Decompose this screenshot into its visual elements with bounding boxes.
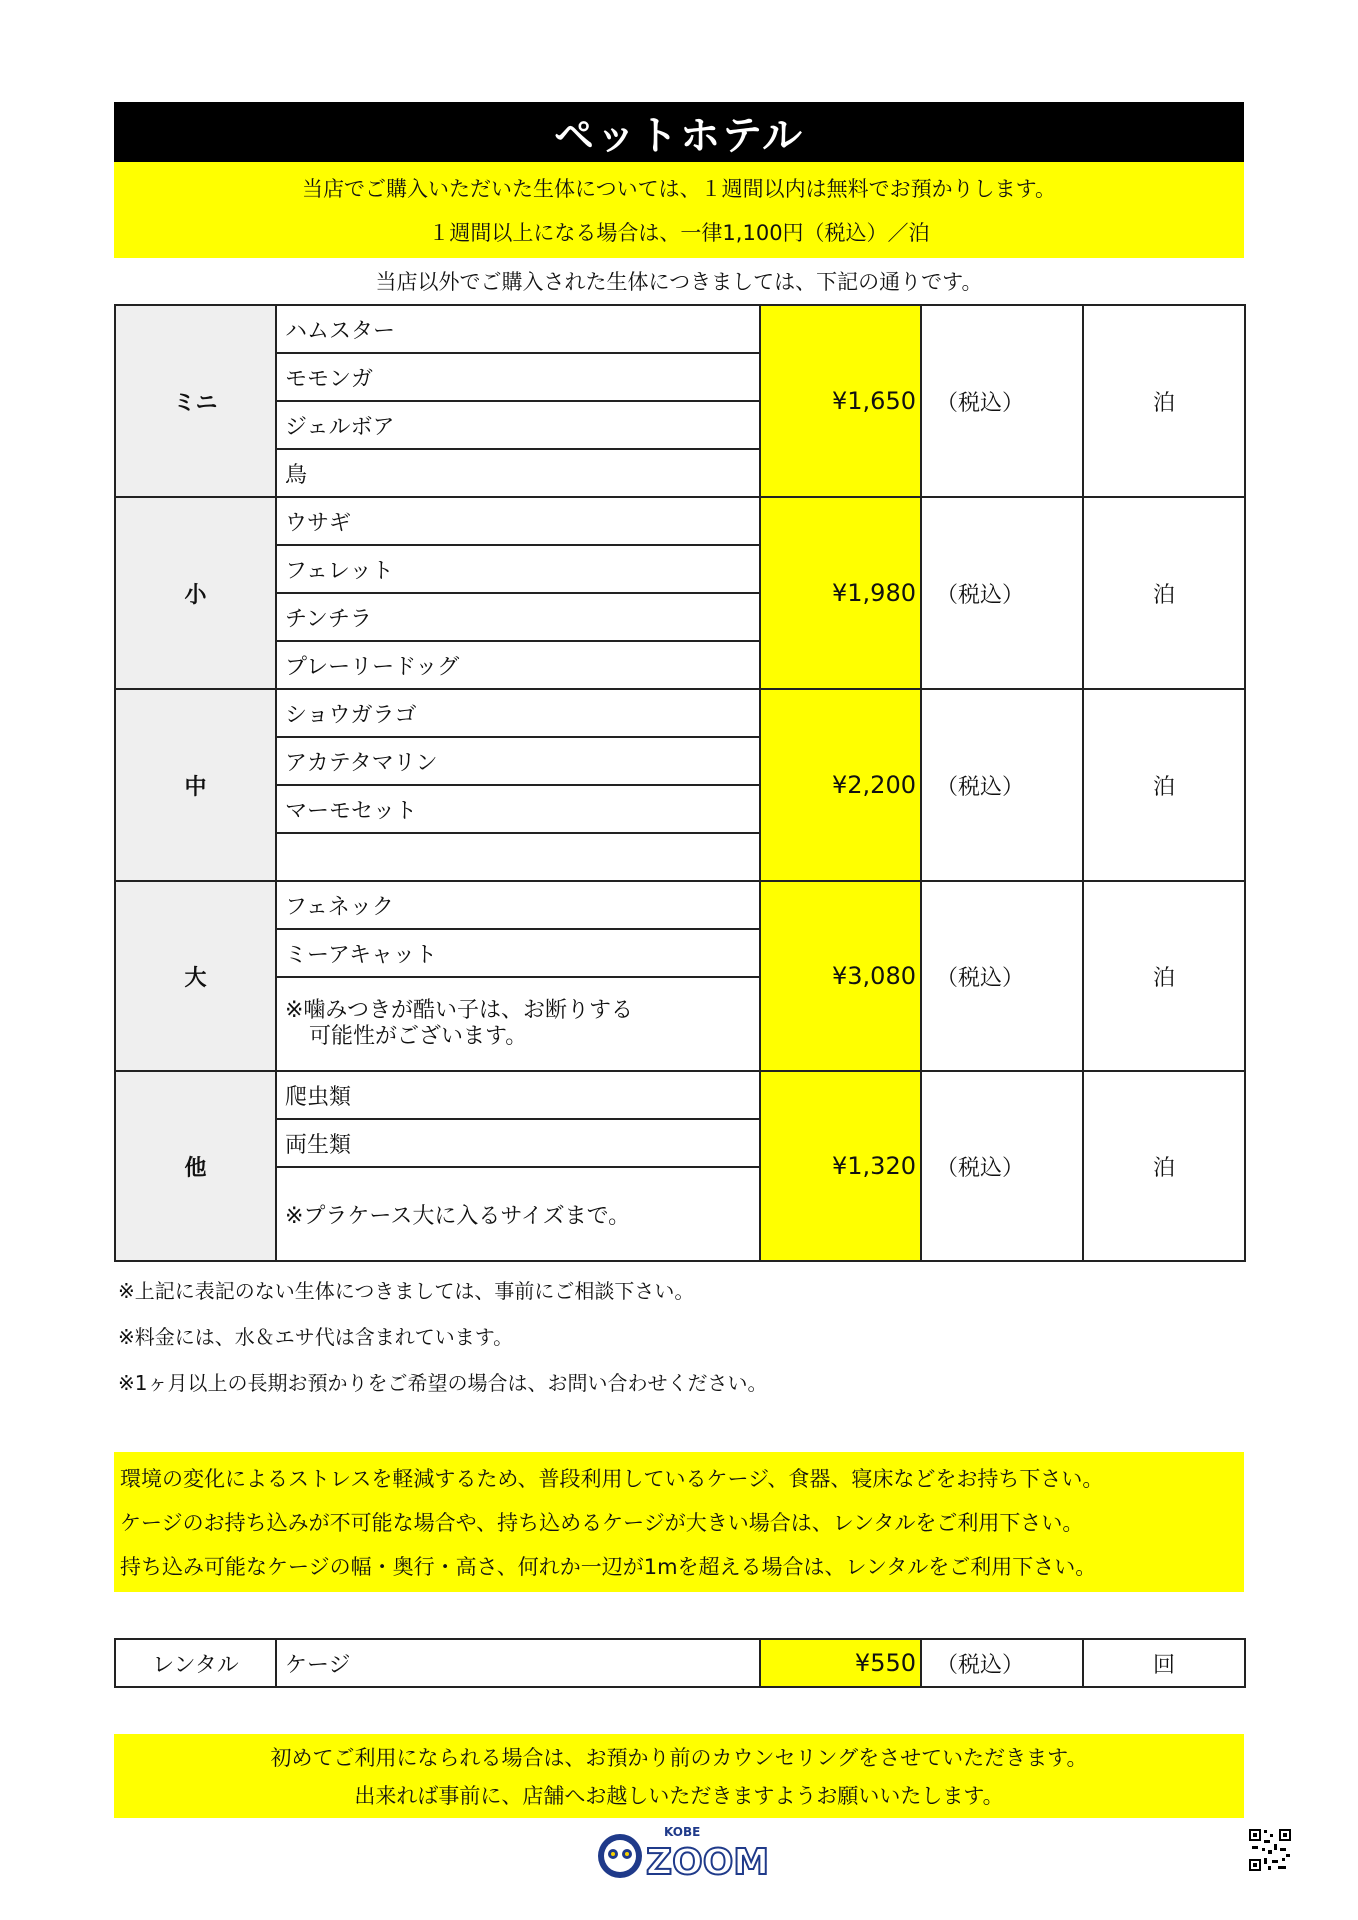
cage-advice: [114, 1452, 1244, 1592]
footnote: ※上記に表記のない生体につきましては、事前にご相談下さい。: [118, 1279, 695, 1303]
counsel-line-2: 出来れば事前に、店舗へお越しいただきますようお願いいたします。: [354, 1784, 1004, 1808]
rental-table: [114, 1638, 1246, 1688]
animal-name: アカテタマリン: [276, 737, 760, 785]
footnote: ※1ヶ月以上の長期お預かりをご希望の場合は、お問い合わせください。: [118, 1371, 768, 1395]
advice-line: 環境の変化によるストレスを軽減するため、普段利用しているケージ、食器、寝床などをお持ち下さい。: [120, 1467, 1104, 1491]
footnotes: [114, 1268, 1244, 1406]
category-cell: 他: [115, 1071, 276, 1261]
unit-cell: 泊: [1083, 305, 1245, 497]
tax-cell: （税込）: [921, 689, 1083, 881]
other-store-subline: 当店以外でご購入された生体につきましては、下記の通りです。: [375, 270, 983, 294]
counsel-line-1: 初めてご利用になられる場合は、お預かり前のカウンセリングをさせていただきます。: [270, 1746, 1088, 1770]
rental-tax: （税込）: [921, 1639, 1083, 1687]
notice-line-2: １週間以上になる場合は、一律1,100円（税込）／泊: [428, 221, 930, 245]
price-cell: ¥1,650: [760, 305, 921, 497]
counseling-notice: [114, 1734, 1244, 1818]
animal-name: 両生類: [276, 1119, 760, 1167]
unit-cell: 泊: [1083, 497, 1245, 689]
note-cell: ※プラケース大に入るサイズまで。: [276, 1167, 760, 1261]
tax-cell: （税込）: [921, 305, 1083, 497]
category-cell: ミニ: [115, 305, 276, 497]
note-line-2: 可能性がございます。: [309, 1024, 528, 1049]
rental-unit: 回: [1083, 1639, 1245, 1687]
unit-cell: 泊: [1083, 689, 1245, 881]
animal-name: ウサギ: [276, 497, 760, 545]
animal-name: 爬虫類: [276, 1071, 760, 1119]
price-cell: ¥3,080: [760, 881, 921, 1071]
notice-line-1: 当店でご購入いただいた生体については、１週間以内は無料でお預かりします。: [302, 177, 1056, 201]
advice-line: 持ち込み可能なケージの幅・奥行・高さ、何れか一辺が1mを超える場合は、レンタルをご利用下さい。: [120, 1555, 1097, 1579]
animal-name: マーモセット: [276, 785, 760, 833]
table-row: [115, 305, 1245, 353]
animal-name: ミーアキャット: [276, 929, 760, 977]
category-cell: 大: [115, 881, 276, 1071]
unit-cell: 泊: [1083, 881, 1245, 1071]
logo-top-text: KOBE: [664, 1825, 701, 1839]
price-sheet: [114, 102, 1244, 1818]
unit-cell: 泊: [1083, 1071, 1245, 1261]
footnote: ※料金には、水＆エサ代は含まれています。: [118, 1325, 514, 1349]
note-line-1: ※噛みつきが酷い子は、お断りする: [285, 998, 633, 1023]
advice-line: ケージのお持ち込みが不可能な場合や、持ち込めるケージが大きい場合は、レンタルをご利用下さい。: [120, 1511, 1084, 1535]
rental-item: ケージ: [276, 1639, 760, 1687]
qr-code: [1248, 1828, 1292, 1872]
table-row: [115, 1639, 1245, 1687]
free-stay-notice: [114, 162, 1244, 258]
animal-name: ショウガラゴ: [276, 689, 760, 737]
logo-main-text: ZOOM: [646, 1842, 770, 1882]
kobe-zoom-logo: [594, 1822, 774, 1882]
category-cell: 中: [115, 689, 276, 881]
animal-name: フェレット: [276, 545, 760, 593]
table-row: [115, 881, 1245, 929]
rental-price: ¥550: [760, 1639, 921, 1687]
price-cell: ¥2,200: [760, 689, 921, 881]
rental-category: レンタル: [115, 1639, 276, 1687]
animal-name: [276, 833, 760, 881]
category-cell: 小: [115, 497, 276, 689]
price-cell: ¥1,320: [760, 1071, 921, 1261]
tax-cell: （税込）: [921, 881, 1083, 1071]
table-row: [115, 497, 1245, 545]
price-cell: ¥1,980: [760, 497, 921, 689]
animal-name: 鳥: [276, 449, 760, 497]
tax-cell: （税込）: [921, 1071, 1083, 1261]
table-row: [115, 1071, 1245, 1119]
animal-name: モモンガ: [276, 353, 760, 401]
animal-name: フェネック: [276, 881, 760, 929]
animal-name: ジェルボア: [276, 401, 760, 449]
animal-name: チンチラ: [276, 593, 760, 641]
pricing-table: [114, 304, 1246, 1262]
page-title: ペットホテル: [114, 102, 1244, 162]
table-row: [115, 689, 1245, 737]
animal-name: プレーリードッグ: [276, 641, 760, 689]
tax-cell: （税込）: [921, 497, 1083, 689]
note-cell: [276, 977, 760, 1071]
animal-name: ハムスター: [276, 305, 760, 353]
